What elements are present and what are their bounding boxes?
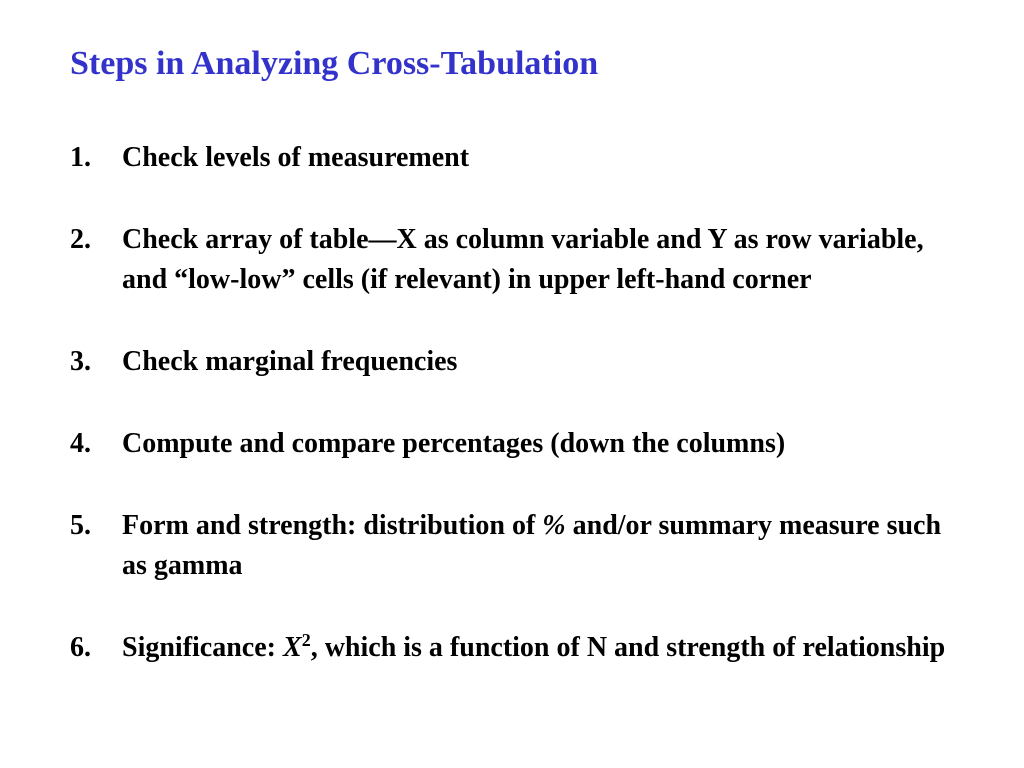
- step-text: Check levels of measurement: [122, 142, 470, 173]
- step-text-before: Significance:: [122, 632, 283, 663]
- step-text: Compute and compare percentages (down the columns): [122, 428, 786, 459]
- step-item-3: [70, 342, 970, 382]
- chi-square-symbol: X: [283, 632, 302, 663]
- chi-square-superscript: 2: [301, 630, 311, 651]
- step-text-before: Form and strength: distribution of: [122, 510, 543, 541]
- step-number: 4.: [70, 428, 91, 459]
- step-item-5: [70, 506, 970, 586]
- steps-list: [70, 138, 970, 710]
- step-number: 5.: [70, 510, 91, 541]
- step-text-after: , which is a function of N and strength of relationship: [310, 632, 946, 663]
- step-number: 1.: [70, 142, 91, 173]
- step-item-4: [70, 424, 970, 464]
- step-item-1: [70, 138, 970, 178]
- step-text-after: and/or summary measure such as gamma: [122, 510, 942, 581]
- step-item-2: [70, 220, 970, 300]
- step-text: Check array of table—X as column variable and Y as row variable, and “low-low” cells (if relevant) in upper left-hand corner: [122, 224, 924, 295]
- percent-symbol: %: [542, 510, 566, 541]
- step-number: 2.: [70, 224, 91, 255]
- step-item-6: [70, 628, 970, 668]
- step-number: 6.: [70, 632, 91, 663]
- step-number: 3.: [70, 346, 91, 377]
- slide-title: Steps in Analyzing Cross-Tabulation: [70, 45, 599, 82]
- step-text: Check marginal frequencies: [122, 346, 458, 377]
